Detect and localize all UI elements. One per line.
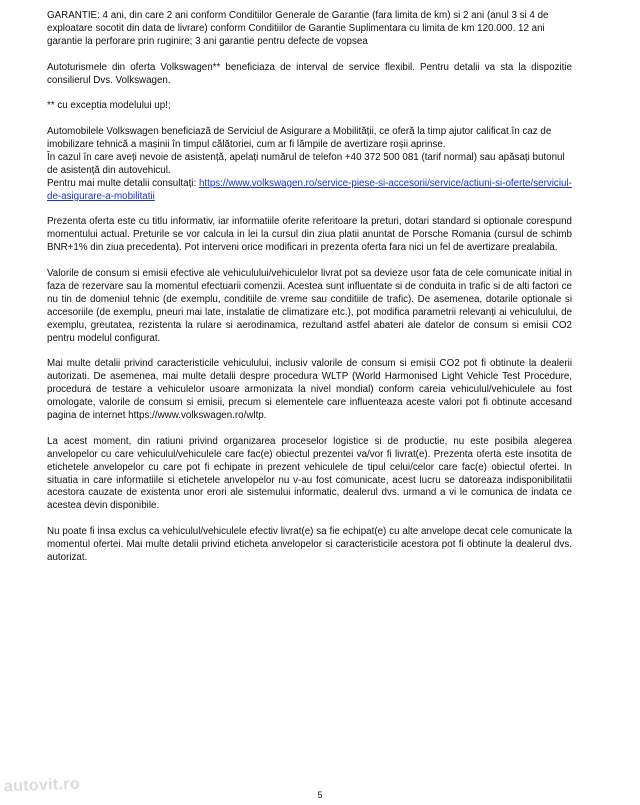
wltp-paragraph: Mai multe detalii privind caracteristicile vehiculului, inclusiv valorile de consum si emisii CO2 pot fi obtinute la dealerii autorizati. De asemenea, mai multe detalii despre procedura WLTP (World Harmonised Light Vehicle Test Procedure, procedura de testare a vehiculelor usoare armonizata la nivel mondial) conform careia vehiculul/vehiculele au fost omologate, valorile de consum si emisii, precum si elementele care influenteaza aceste valori pot fi obtinute accesand pagina de internet https://www.volkswagen.ro/wltp. xyxy=(47,358,572,421)
warranty-paragraph: GARANTIE: 4 ani, din care 2 ani conform Conditiilor Generale de Garantie (fara limita de km) si 2 ani (anul 3 si 4 de exploatare socotit din data de livrare) conform Conditiilor de Garantie Suplimentara cu limita de km 120.000. 12 ani garantie la perforare prin ruginire; 3 ani garantie pentru defecte de vopsea xyxy=(47,10,549,47)
tyres-exclusion-paragraph: Nu poate fi insa exclus ca vehiculul/vehiculele efectiv livrat(e) sa fie echipat(e) cu alte anvelope decat cele comunicate la momentul ofertei. Mai multe detalii privind eticheta anvelopelor si caracteristicile acestora pot fi obtinute la dealerul dvs. autorizat. xyxy=(47,526,572,563)
page-number: 5 xyxy=(317,790,323,800)
service-interval-paragraph: Autoturismele din oferta Volkswagen** beneficiaza de interval de service flexibil. Pentru detalii va sta la dispozitie consilierul Dvs. Volkswagen. xyxy=(47,61,572,86)
consumption-emissions-paragraph: Valorile de consum si emisii efective ale vehiculului/vehiculelor livrat pot sa devieze usor fata de cele comunicate initial in faza de rezervare sau la momentul efectuarii comenzii. Acestea sunt influentate si de conduita in trafic si de alti factori ce nu tin de domeniul tehnic (de exemplu, conditiile de vreme sau conditiile de trafic). De asemenea, dotarile optionale si accesoriile (de exemplu, pneuri mai late, instalatie de climatizare etc.), pot modifica parametrii relevanți ai vehiculului, de exemplu, greutatea, rezistenta la rulare si aerodinamica, rezultand astfel abateri ale datelor de consum si emisii CO2 pentru modelul configurat. xyxy=(47,268,572,344)
tyres-paragraph: La acest moment, din ratiuni privind organizarea proceselor logistice si de productie, nu este posibila alegerea anvelopelor cu care vehiculul/vehiculele care fac(e) obiectul prezentei va/vor fi livrat(e). Prezenta oferta este insotita de etichetele anvelopelor cu care pot fi echipate in prezent vehiculele de tipul celui/celor care fac(e) obiectul ofertei. In situatia in care informatiile si etichetele anvelopelor nu v-au fost comunicate, acest lucru se datoreaza indisponibilitatii acestora cauzate de existenta unor erori ale sistemului informatic, dealerul dvs. urmand a vi le comunica de indata ce acestea devin disponibile. xyxy=(47,435,572,512)
mobility-assistance-intro: Automobilele Volkswagen beneficiază de Serviciul de Asigurare a Mobilității, ce oferă la timp ajutor calificat în caz de imobilizare tehnică a mașinii în timpul călătoriei, cum ar fi lămpile de avertizare roșii aprinse. xyxy=(47,126,552,151)
details-prefix: Pentru mai multe detalii consultați: xyxy=(47,177,199,189)
informative-offer-paragraph: Prezenta oferta este cu titlu informativ, iar informatiile oferite referitoare la preturi, dotari standard si optionale corespund momentului actual. Preturile se vor calcula in lei la cursul din ziua platii anuntat de Porsche Romania (cursul de schimb BNR+1% din ziua precedenta). Pot interveni orice modificari in prezenta oferta fara nici un fel de avertizare prealabila. xyxy=(47,216,572,254)
watermark-logo: autovit.ro xyxy=(3,775,81,796)
document-body xyxy=(47,10,572,578)
model-exception-note: ** cu exceptia modelului up!; xyxy=(47,100,171,112)
mobility-assistance-details xyxy=(47,178,572,204)
mobility-assistance-link[interactable]: https://www.volkswagen.ro/service-piese-si-accesorii/service/actiuni-si-oferte/serviciul-de-asigurare-a-mobilitatii xyxy=(47,177,572,202)
mobility-assistance-phone: În cazul în care aveți nevoie de asistență, apelați numărul de telefon +40 372 500 081 (tarif normal) sau apăsați butonul de asistență din autovehicul. xyxy=(47,151,565,176)
mobility-assistance-paragraph xyxy=(47,126,572,203)
